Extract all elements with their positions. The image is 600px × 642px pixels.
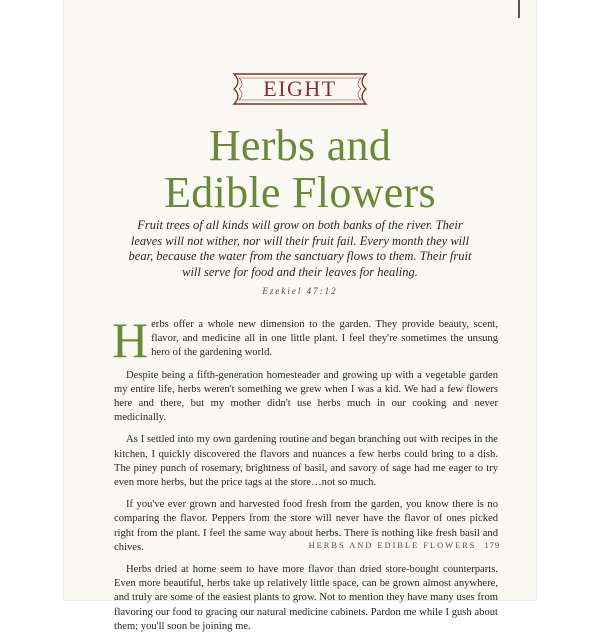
running-head: HERBS AND EDIBLE FLOWERS — [308, 541, 477, 550]
paragraph-1-text: erbs offer a whole new dimension to the garden. They provide beauty, scent, flavor, and medicine all in one little plant. I feel they're sometimes the unsung hero of the gardening world. — [151, 319, 498, 359]
chapter-number-label: EIGHT — [263, 76, 337, 101]
chapter-title-line-1: Herbs and — [208, 121, 392, 170]
book-page — [64, 0, 536, 632]
paragraph-3: As I settled into my own gardening routine and began branching out with recipes in the kitchen, I quickly discovered the flavors and nuances a few herbs could bring to a dish. The piney punch of rosemary, brightness of basil, and savory of sage had me eager to try even more herbs, but the price tags at the store…not so much. — [114, 434, 498, 489]
epigraph-citation: Ezekiel 47:12 — [262, 286, 338, 296]
paragraph-2: Despite being a fifth-generation homesteader and growing up with a vegetable garden my entire life, herbs weren't something we grew when I was a kid. We had a few flowers here and there, but my mother didn't use herbs much in our cooking and never medicinally. — [114, 369, 498, 424]
paragraph-4: If you've ever grown and harvested food fresh from the garden, you know there is no comparing the flavor. Peppers from the store will never have the flavor of ones picked right from the plant. I feel the same way about herbs. There is nothing like fresh basil and chives. — [114, 499, 498, 553]
paragraph-1 — [112, 312, 498, 368]
page-number: 179 — [484, 541, 500, 550]
epigraph-quote: Fruit trees of all kinds will grow on both banks of the river. Their leaves will not wither, nor will their fruit fail. Every month they will bear, because the water from the sanctuary flows to them. Their fruit will serve for food and their leaves for healing. — [128, 218, 472, 279]
paragraph-5: Herbs dried at home seem to have more flavor than dried store-bought counterparts. Even more beautiful, herbs take up relatively little space, can be grown almost anywhere, and truly are some of the easiest plants to grow. Not to mention they have many uses from flavoring our food to gracing our natural medicine cabinets. Pardon me while I gush about them; you'll soon be joining me. — [114, 564, 498, 632]
page-edge-mark — [518, 0, 520, 18]
chapter-title-line-2: Edible Flowers — [164, 168, 436, 217]
chapter-badge — [228, 68, 372, 110]
chapter-title — [64, 122, 536, 216]
drop-cap: H — [112, 312, 149, 368]
running-footer — [309, 541, 500, 550]
body-text — [112, 312, 498, 642]
